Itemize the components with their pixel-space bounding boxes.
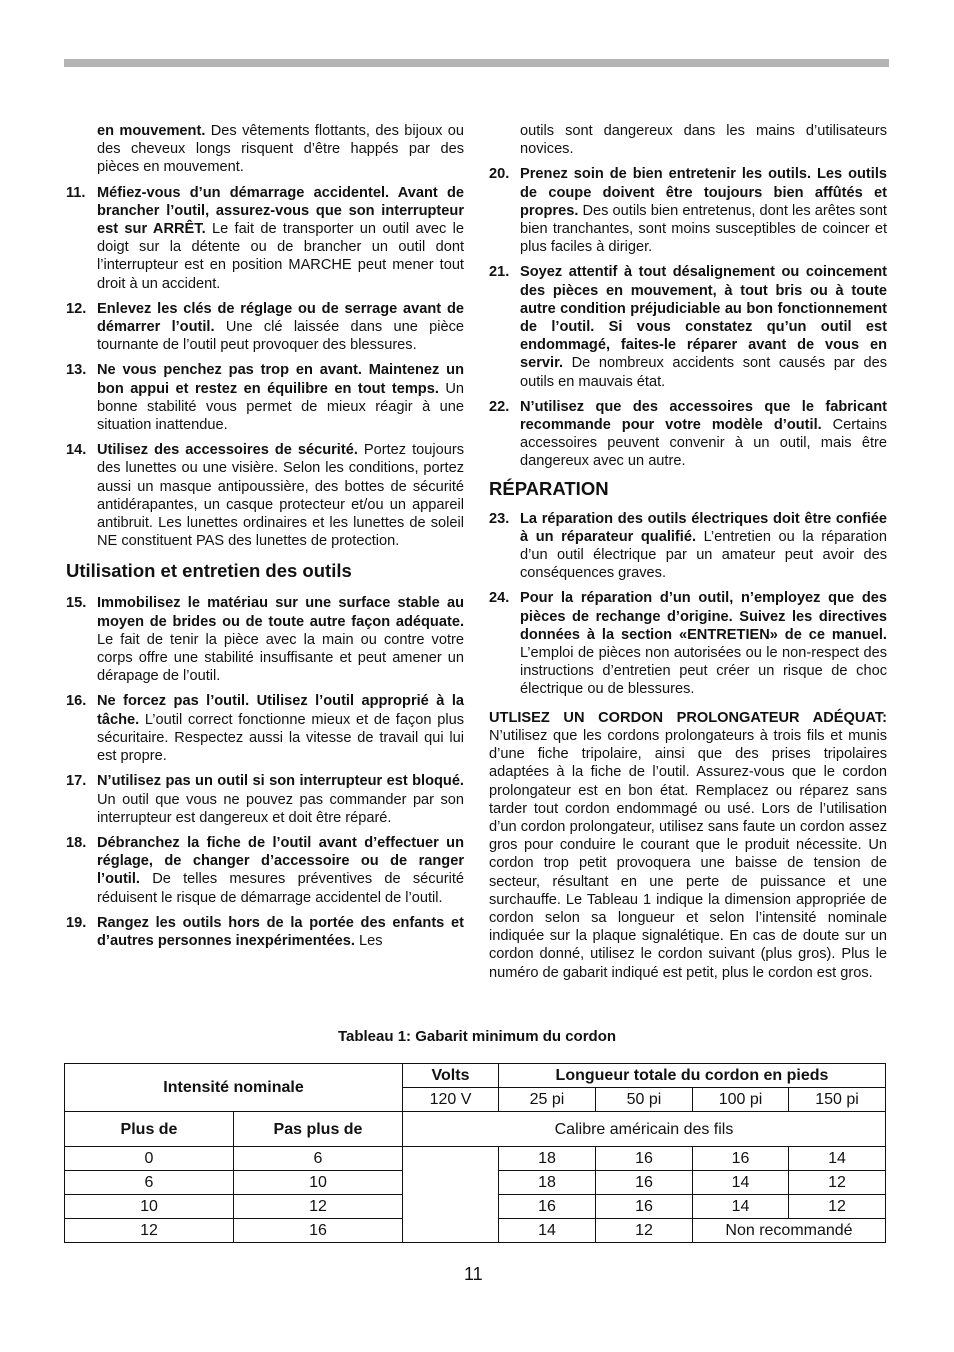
- item-number: 24.: [489, 590, 510, 607]
- left-column: [66, 122, 464, 957]
- item-number: 15.: [66, 595, 87, 612]
- table-title: Tableau 1: Gabarit minimum du cordon: [337, 1028, 617, 1045]
- item-text: Certains accessoires peuvent convenir à un outil, mais être dangereux avec un autre.: [520, 417, 887, 470]
- table-header-row-3: [65, 1112, 886, 1147]
- cell-not-over: 10: [234, 1171, 403, 1195]
- header-volts: Volts: [403, 1064, 499, 1088]
- extension-cord-title: UTLISEZ UN CORDON PROLONGATEUR ADÉQUAT:: [489, 709, 887, 726]
- cell-not-recommended: Non recommandé: [693, 1219, 886, 1243]
- safety-item-14: [66, 441, 464, 550]
- item-text: Un outil que vous ne pouvez pas commander par son interrupteur est dangereux et doit être réparé.: [97, 791, 464, 826]
- cell-gauge: 16: [596, 1195, 693, 1219]
- item-number: 22.: [489, 398, 510, 415]
- item-number: 20.: [489, 166, 510, 183]
- item-bold: Pour la réparation d’un outil, n’employez que des pièces de rechange d’origine. Suivez les directives données à la section «ENTRETIEN» de ce manuel.: [520, 590, 887, 643]
- item-number: 14.: [66, 442, 87, 459]
- cell-gauge: 18: [499, 1147, 596, 1171]
- cell-gauge: 14: [499, 1219, 596, 1243]
- safety-item-17: [66, 772, 464, 827]
- item-number: 23.: [489, 510, 510, 527]
- item-bold: La réparation des outils électriques doit être confiée à un réparateur qualifié.: [520, 510, 887, 545]
- cell-gauge: 16: [693, 1147, 789, 1171]
- safety-item-21: [489, 263, 887, 390]
- items-11-14: [66, 184, 464, 551]
- length-100: 100 pi: [693, 1088, 789, 1112]
- items-23-24: [489, 510, 887, 699]
- cell-gauge: 16: [596, 1147, 693, 1171]
- safety-item-24: [489, 589, 887, 698]
- item-text: L’entretien ou la réparation d’un outil électrique par un amateur peut avoir des conséquences graves.: [520, 528, 887, 582]
- cell-gauge: 18: [499, 1171, 596, 1195]
- bold-lead: en mouvement.: [97, 123, 206, 139]
- length-25: 25 pi: [499, 1088, 596, 1112]
- item-bold: Soyez attentif à tout désalignement ou coincement des pièces en mouvement, à tout bris ou à toute autre condition préjudiciable au bon fonctionnement de l’outil. Si vous constatez qu’un outil est endommagé, faites-le réparer avant de vous en servir.: [520, 264, 887, 372]
- cell-not-over: 6: [234, 1147, 403, 1171]
- item-bold: Utilisez des accessoires de sécurité.: [97, 442, 358, 459]
- safety-item-18: [66, 834, 464, 907]
- cell-not-over: 16: [234, 1219, 403, 1243]
- header-not-over: Pas plus de: [234, 1112, 403, 1147]
- items-15-19: [66, 594, 464, 950]
- header-over: Plus de: [65, 1112, 234, 1147]
- item-bold: Prenez soin de bien entretenir les outils. Les outils de coupe doivent être toujours bien affûtés et propres.: [520, 166, 887, 219]
- item-bold: N’utilisez que des accessoires que le fabricant recommande pour votre modèle d’outil.: [520, 398, 887, 434]
- safety-item-22: [489, 398, 887, 471]
- item-text: Les: [354, 932, 383, 949]
- header-intensity: Intensité nominale: [65, 1064, 403, 1112]
- item-bold: Ne vous penchez pas trop en avant. Maintenez un bon appui et restez en équilibre en tout temps.: [97, 362, 464, 397]
- safety-item-13: [66, 361, 464, 434]
- safety-item-11: [66, 184, 464, 293]
- extension-cord-paragraph: [489, 709, 887, 982]
- item-number: 13.: [66, 362, 87, 379]
- item-bold: Méfiez-vous d’un démarrage accidentel. Avant de brancher l’outil, assurez-vous que son interrupteur est sur ARRÊT.: [97, 184, 464, 238]
- cell-over: 12: [65, 1219, 234, 1243]
- continued-paragraph: [66, 122, 464, 177]
- cell-gauge: 12: [789, 1171, 886, 1195]
- cell-over: 6: [65, 1171, 234, 1195]
- item-number: 11.: [66, 184, 86, 201]
- item-text: Le fait de transporter un outil avec le doigt sur la détente ou de brancher un outil dont l’interrupteur est en position MARCHE peut mener tout droit à un accident.: [97, 221, 464, 292]
- item-text: Une clé laissée dans une pièce tournante de l’outil peut provoquer des blessures.: [97, 319, 464, 354]
- cell-volts-empty: [403, 1147, 499, 1243]
- section-heading-repair: RÉPARATION: [489, 477, 609, 499]
- item-number: 16.: [66, 693, 87, 710]
- item-text: L’outil correct fonctionne mieux et de façon plus sécuritaire. Respectez aussi la vitesse de travail qui lui est propre.: [97, 711, 464, 765]
- safety-item-16: [66, 692, 464, 765]
- cell-gauge: 12: [789, 1195, 886, 1219]
- cell-gauge: 12: [596, 1219, 693, 1243]
- item-number: 18.: [66, 834, 87, 851]
- cell-not-over: 12: [234, 1195, 403, 1219]
- item-text: Un bonne stabilité vous permet de mieux réagir à une situation inattendue.: [97, 380, 464, 434]
- page-number: 11: [464, 1264, 483, 1284]
- item-bold: Rangez les outils hors de la portée des enfants et d’autres personnes inexpérimentées.: [97, 914, 464, 949]
- safety-item-15: [66, 594, 464, 685]
- table-row: [65, 1147, 886, 1171]
- item-number: 12.: [66, 300, 87, 317]
- item-bold: N’utilisez pas un outil si son interrupteur est bloqué.: [97, 773, 464, 790]
- length-150: 150 pi: [789, 1088, 886, 1112]
- cell-gauge: 14: [693, 1195, 789, 1219]
- table-header-row-1: [65, 1064, 886, 1088]
- top-rule: [64, 59, 889, 67]
- cell-gauge: 14: [789, 1147, 886, 1171]
- cell-gauge: 16: [596, 1171, 693, 1195]
- item-text: Des outils bien entretenus, dont les arêtes sont bien tranchantes, sont moins susceptibles de coincer et plus faciles à diriger.: [520, 202, 887, 256]
- item-bold: Ne forcez pas l’outil. Utilisez l’outil approprié à la tâche.: [97, 693, 464, 728]
- extension-cord-text: N’utilisez que les cordons prolongateurs à trois fils et munis d’une fiche tripolaire, ainsi que des prises tripolaires adaptées à la fiche de l’outil. Assurez-vous que le cordon prolongateur est en bon état. Remplacez ou réparez sans tarder tout cordon endommagé ou usé. Lors de l’utilisation d’un cordon prolongateur, utilisez sans faute un cordon assez gros pour conduire le courant que le produit nécessite. Un cordon trop petit provoquera une baisse de tension de secteur, résultant en une perte de puissance et une surchauffe. Le Tableau 1 indique la dimension appropriée de cordon selon sa longueur et selon l’intensité nominale indiquée sur la plaque signalétique. En cas de doute sur un cordon donné, utilisez le cordon suivant (plus gros). Plus le numéro de gabarit indiqué est petit, plus le cordon est gros.: [489, 727, 887, 981]
- items-20-22: [489, 165, 887, 470]
- item-text: De nombreux accidents sont causés par des outils en mauvais état.: [520, 355, 887, 390]
- item-number: 19.: [66, 914, 87, 931]
- item-number: 17.: [66, 773, 87, 790]
- length-50: 50 pi: [596, 1088, 693, 1112]
- safety-item-23: [489, 510, 887, 583]
- cell-gauge: 14: [693, 1171, 789, 1195]
- safety-item-20: [489, 165, 887, 256]
- item-bold: Débranchez la fiche de l’outil avant d’effectuer un réglage, de changer d’accessoire ou de ranger l’outil.: [97, 834, 464, 888]
- right-column: [489, 122, 887, 988]
- volts-value: 120 V: [403, 1088, 499, 1112]
- cord-gauge-table: [64, 1063, 886, 1243]
- item-bold: Enlevez les clés de réglage ou de serrage avant de démarrer l’outil.: [97, 300, 464, 336]
- cell-over: 0: [65, 1147, 234, 1171]
- item-number: 21.: [489, 264, 510, 281]
- header-gauge: Calibre américain des fils: [403, 1112, 886, 1147]
- item-text: De telles mesures préventives de sécurité réduisent le risque de démarrage accidentel de l’outil.: [97, 871, 464, 906]
- section-heading-tool-use: Utilisation et entretien des outils: [66, 560, 352, 582]
- body-text: Des vêtements flottants, des bijoux ou des cheveux longs risquent d’être happés par des pièces en mouvement.: [97, 123, 464, 176]
- safety-item-12: [66, 300, 464, 355]
- item-text: L’emploi de pièces non autorisées ou le non-respect des instructions d’entretien peut créer un risque de choc électrique ou de blessures.: [520, 645, 887, 698]
- item-text: Portez toujours des lunettes ou une visière. Selon les conditions, portez aussi un masque antipoussière, des bottes de sécurité antidérapantes, un casque protecteur et/ou un appareil antibruit. Les lunettes ordinaires et les lunettes de soleil NE constituent PAS des lunettes de protection.: [97, 442, 464, 550]
- cell-over: 10: [65, 1195, 234, 1219]
- header-length: Longueur totale du cordon en pieds: [499, 1064, 886, 1088]
- cell-gauge: 16: [499, 1195, 596, 1219]
- item-bold: Immobilisez le matériau sur une surface stable au moyen de brides ou de toute autre façon adéquate.: [97, 595, 464, 630]
- item-text: Le fait de tenir la pièce avec la main ou contre votre corps offre une stabilité insuffisante et peut amener un dérapage de l’outil.: [97, 631, 464, 685]
- continued-item-19: outils sont dangereux dans les mains d’utilisateurs novices.: [520, 123, 887, 158]
- safety-item-19: [66, 914, 464, 950]
